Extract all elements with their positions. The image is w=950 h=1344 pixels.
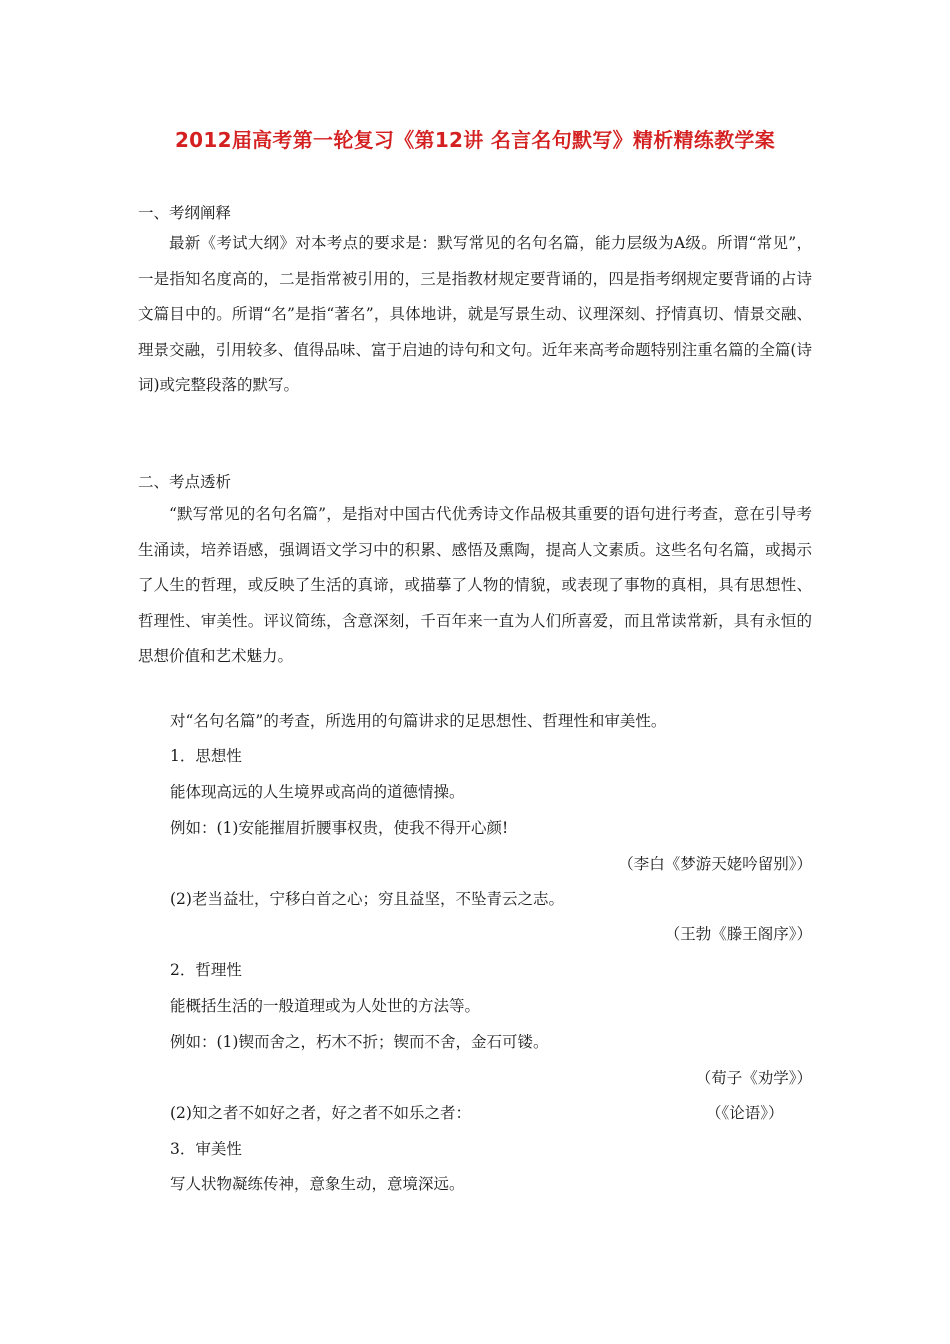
source-thought-2: （王勃《滕王阁序》） [664, 925, 812, 943]
section-heading-outline: 一、考纲阐释 [138, 204, 232, 222]
document-title: 2012届高考第一轮复习《第12讲 名言名句默写》精析精练教学案 [174, 128, 776, 152]
section-paragraph-analysis: “默写常见的名句名篇”，是指对中国古代优秀诗文作品极其重要的语句进行考查，意在引导考生涌读，培养语感，强调语文学习中的积累、感悟及熏陶，提高人文素质。这些名句名篇，或揭示了人生的哲理，或反映了生活的真谛，或描摹了人物的情貌，或表现了事物的真相，具有思想性、哲理性、审美性。评议简练，含意深刻，千百年来一直为人们所喜爱，而且常读常新，具有永恒的思想价值和艺术魅力。 [138, 505, 812, 665]
item-label-philosophy: 2．哲理性 [170, 961, 242, 979]
item-label-aesthetic: 3．审美性 [170, 1140, 242, 1158]
section-heading-analysis: 二、考点透析 [138, 473, 232, 491]
item-desc-aesthetic: 写人状物凝练传神，意象生动，意境深远。 [170, 1175, 465, 1193]
example-thought-1: 例如：(1)安能摧眉折腰事权贵，使我不得开心颜! [170, 819, 509, 837]
example-thought-2: (2)老当益壮，宁移白首之心；穷且益坚，不坠青云之志。 [170, 890, 564, 908]
item-desc-philosophy: 能概括生活的一般道理或为人处世的方法等。 [170, 997, 481, 1015]
item-desc-thought: 能体现高远的人生境界或高尚的道德情操。 [170, 783, 465, 801]
source-thought-1: （李白《梦游天姥吟留别》） [618, 855, 812, 873]
analysis-intro: 对“名句名篇”的考查，所选用的句篇讲求的足思想性、哲理性和审美性。 [170, 712, 667, 730]
section-paragraph-outline: 最新《考试大纲》对本考点的要求是：默写常见的名句名篇，能力层级为A级。所谓“常见”，一是指知名度高的，二是指常被引用的，三是指教材规定要背诵的，四是指考纲规定要背诵的占诗文篇目中的。所谓“名”是指“著名”，具体地讲，就是写景生动、议理深刻、抒情真切、情景交融、理景交融，引用较多、值得品味、富于启迪的诗句和文句。近年来高考命题特别注重名篇的全篇(诗词)或完整段落的默写。 [138, 234, 812, 394]
source-philosophy-2: （《论语》） [706, 1104, 784, 1122]
example-philosophy-1: 例如：(1)锲而舍之，朽木不折；锲而不舍，金石可镂。 [170, 1033, 549, 1051]
source-philosophy-1: （荀子《劝学》） [695, 1069, 812, 1087]
example-philosophy-2: (2)知之者不如好之者，好之者不如乐之者： [170, 1104, 471, 1122]
item-label-thought: 1．思想性 [170, 747, 242, 765]
